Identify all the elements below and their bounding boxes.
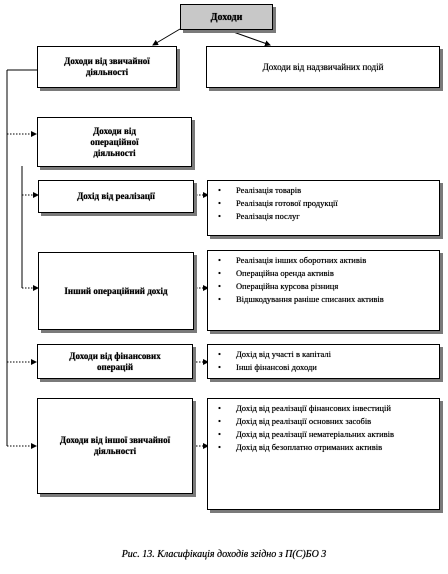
bullet-icon: • [218,281,221,291]
bullet-icon: • [218,416,221,426]
bullet-icon: • [218,211,221,221]
financial-items-list [207,344,440,379]
extraordinary-income-box [206,46,440,88]
other-ordinary-income-label: Доходи від іншої звичайної діяльності [59,435,171,456]
bullet-icon: • [218,255,221,265]
other-ordinary-items-list [207,398,440,510]
list-item: • Реалізація товарів [218,185,302,195]
bullet-icon: • [218,268,221,278]
list-item: • Реалізація інших оборотних активів [218,255,367,265]
list-item: • Дохід від участі в капіталі [218,349,331,359]
sales-income-label: Дохід від реалізації [77,191,155,201]
ordinary-income-label: Доходи від звичайної діяльності [64,56,150,77]
list-item: • Дохід від реалізації основних засобів [218,416,372,426]
list-item: • Операційна курсова різниця [218,281,339,291]
bullet-icon: • [218,362,221,372]
financial-income-box [37,344,193,379]
arrow-root-to-ordinary [153,29,180,45]
other-operating-income-label: Інший операційний дохід [64,285,168,296]
list-item: • Відшкодування раніше списаних активів [218,294,384,304]
other-operating-income-box [38,252,194,330]
list-item: • Дохід від реалізації фінансових інвестицій [218,403,391,413]
bullet-icon: • [218,429,221,439]
ordinary-income-box [37,46,177,88]
operating-income-label: Доходи від операційної діяльності [90,125,139,158]
other-operating-items-list [207,250,440,331]
bullet-icon: • [218,403,221,413]
bullet-icon: • [218,349,221,359]
list-item: • Реалізація послуг [218,211,300,221]
other-ordinary-income-box [37,398,193,494]
bullet-icon: • [218,294,221,304]
extraordinary-income-label: Доходи від надзвичайних подій [262,61,384,72]
figure-caption: Рис. 13. Класифікація доходів згідно з П(С)БО 3 [121,549,327,560]
arrow-root-to-extraordinary [225,29,270,45]
bullet-icon: • [218,185,221,195]
list-item: • Реалізація готової продукції [218,198,338,208]
financial-income-label: Доходи від фінансових операцій [69,350,161,372]
list-item: • Дохід від безоплатно отриманих активів [218,442,383,452]
operating-income-box [37,117,192,167]
sales-income-box [38,180,194,213]
sales-items-list [207,180,440,236]
bullet-icon: • [218,198,221,208]
root-box [180,4,273,30]
list-item: • Дохід від реалізації нематеріальних активів [218,429,395,439]
bullet-icon: • [218,442,221,452]
list-item: • Операційна оренда активів [218,268,334,278]
root-label: Доходи [210,11,243,23]
list-item: • Інші фінансові доходи [218,362,317,372]
